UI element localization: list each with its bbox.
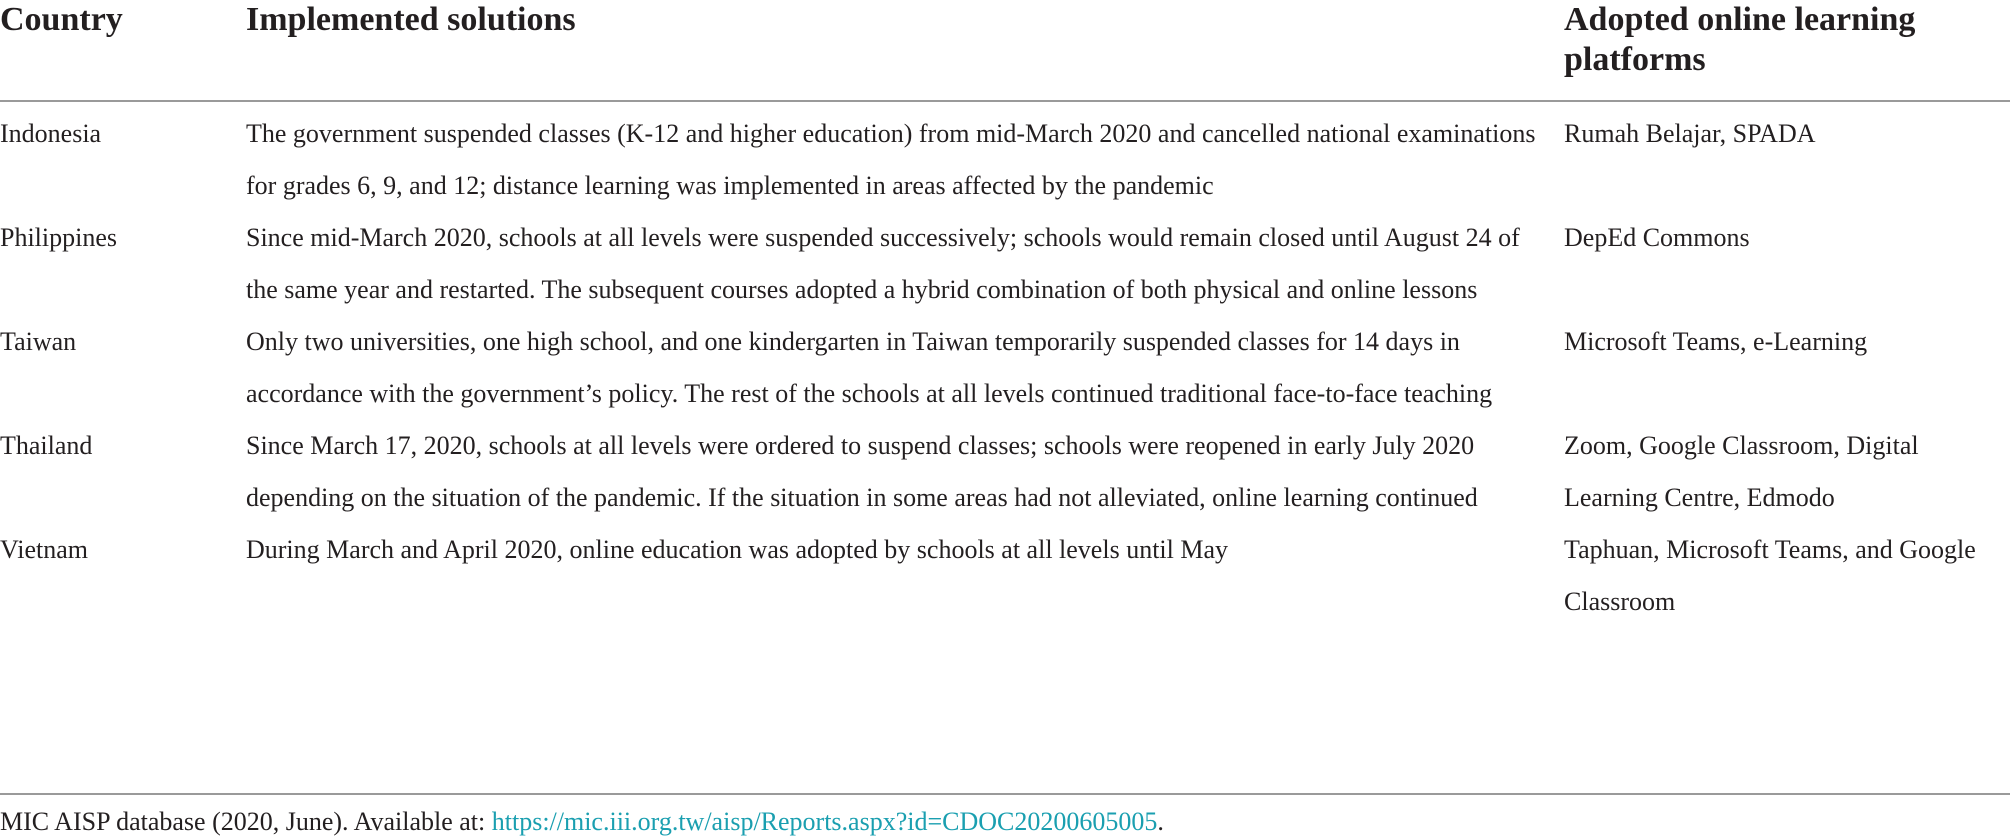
table-bottom-divider — [0, 793, 2010, 795]
footnote-trailing-period: . — [1157, 807, 1164, 836]
header-row — [0, 0, 2010, 101]
table-body — [0, 101, 2010, 648]
footnote-source-text: MIC AISP database (2020, June). Available at: — [0, 807, 492, 836]
cell-country: Taiwan — [0, 327, 77, 356]
cell-platforms: Microsoft Teams, e-Learning — [1564, 327, 1868, 356]
cell-country: Vietnam — [0, 535, 88, 564]
header-country: Country — [0, 0, 246, 101]
cell-platforms: Taphuan, Microsoft Teams, and Google Classroom — [1564, 535, 1976, 616]
cell-solutions: Only two universities, one high school, and one kindergarten in Taiwan temporarily suspended classes for 14 days in accordance with the government’s policy. The rest of the schools at all levels continued traditional face-to-face teaching — [246, 327, 1493, 408]
table-footnote — [0, 806, 1164, 838]
cell-solutions: The government suspended classes (K-12 and higher education) from mid-March 2020 and cancelled national examinations for grades 6, 9, and 12; distance learning was implemented in areas affected by the pandemic — [246, 119, 1536, 200]
cell-solutions: Since mid-March 2020, schools at all levels were suspended successively; schools would remain closed until August 24 of the same year and restarted. The subsequent courses adopted a hybrid combination of both physical and online lessons — [246, 223, 1520, 304]
table-row — [0, 420, 2010, 524]
footnote-source-link[interactable]: https://mic.iii.org.tw/aisp/Reports.aspx?id=CDOC20200605005 — [491, 807, 1158, 836]
cell-country: Philippines — [0, 223, 118, 252]
header-adopted-platforms: Adopted online learning platforms — [1564, 0, 2010, 101]
header-implemented-solutions: Implemented solutions — [246, 0, 1564, 101]
cell-country: Thailand — [0, 431, 93, 460]
table-header — [0, 0, 2010, 101]
cell-platforms: DepEd Commons — [1564, 223, 1750, 252]
cell-solutions: Since March 17, 2020, schools at all levels were ordered to suspend classes; schools were reopened in early July 2020 depending on the situation of the pandemic. If the situation in some areas had not alleviated, online learning continued — [246, 431, 1478, 512]
table-row — [0, 316, 2010, 420]
table-row — [0, 212, 2010, 316]
table-row — [0, 524, 2010, 648]
cell-platforms: Zoom, Google Classroom, Digital Learning Centre, Edmodo — [1564, 431, 1919, 512]
cell-country: Indonesia — [0, 119, 102, 148]
cell-solutions: During March and April 2020, online education was adopted by schools at all levels until May — [246, 535, 1229, 564]
cell-platforms: Rumah Belajar, SPADA — [1564, 119, 1816, 148]
table-row — [0, 101, 2010, 212]
